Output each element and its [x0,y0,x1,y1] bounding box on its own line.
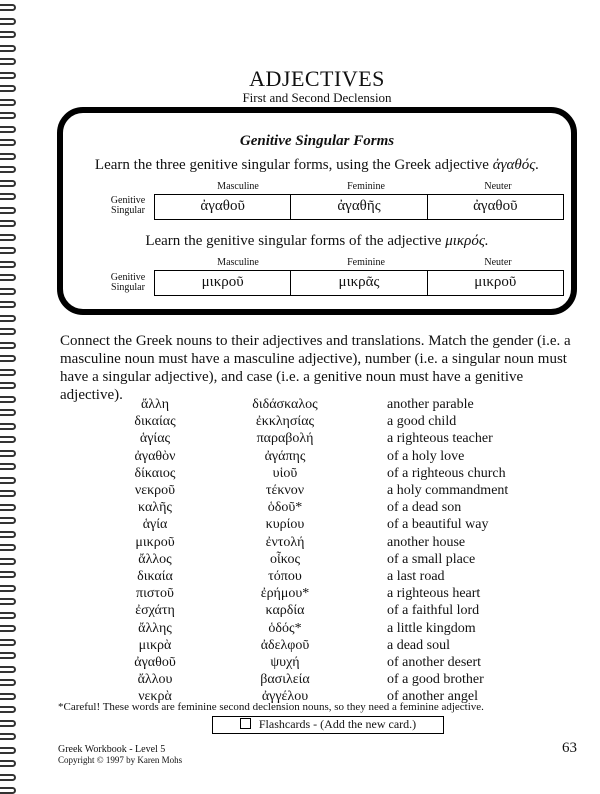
translation-cell: of a righteous church [387,465,506,481]
mikros-feminine: μικρᾶς [290,271,426,295]
noun-cell: ἐρήμου* [260,586,310,602]
mikros-table [154,270,564,296]
spiral-coil [0,112,16,119]
translation-cell: another house [387,534,466,550]
agathos-masculine: ἀγαθοῦ [200,198,245,214]
translation-cell: a righteous teacher [387,431,493,447]
noun-cell: βασιλεία [260,672,310,688]
row-label-1 [103,196,153,216]
header-masculine-2: Masculine [217,257,259,268]
agathos-table [154,194,564,220]
list-item [0,586,600,603]
list-item [0,552,600,569]
spiral-coil [0,153,16,160]
list-item [0,655,600,672]
translation-cell: another parable [387,397,474,412]
instruction-agathos-text: Learn the three genitive singular forms, using the Greek adjective [94,157,493,173]
noun-cell: ἀγάπης [264,448,306,464]
translation-cell: a righteous heart [387,586,481,602]
list-item [0,621,600,638]
mikros-neuter: μικροῦ [427,271,563,295]
translation-cell: of a faithful lord [387,603,480,619]
spiral-coil [0,369,16,376]
header-neuter-2: Neuter [484,257,512,268]
spiral-coil [0,747,16,754]
checkbox-icon[interactable] [240,718,251,729]
instruction-mikros-text: Learn the genitive singular forms of the adjective [145,233,446,249]
adjective-cell: μικροῦ [135,534,175,550]
adjective-cell: πιστοῦ [136,586,174,602]
translation-cell: of a good brother [387,672,484,688]
spiral-coil [0,288,16,295]
list-item [0,414,600,431]
adjective-cell: καλῆς [138,500,172,516]
list-item [0,397,600,414]
noun-cell: ἀγγέλου [261,689,309,705]
adjective-cell: νεκροῦ [134,483,176,498]
translation-cell: a holy commandment [387,483,509,498]
translation-cell: a little kingdom [387,620,476,636]
spiral-coil [0,274,16,281]
adjective-cell: ἄλλου [137,672,173,688]
translation-cell: a last road [387,569,445,584]
noun-cell: ψυχή [270,655,300,670]
page-number: 63 [562,740,577,756]
page-title: ADJECTIVES [249,66,385,91]
spiral-coil [0,342,16,349]
translation-cell: of a small place [387,551,476,567]
adjective-cell: δικαίας [134,414,176,430]
noun-cell: οἶκος [269,551,301,567]
spiral-coil [0,58,16,65]
adjective-cell: νεκρὰ [138,689,172,705]
list-item [0,449,600,466]
agathos-neuter: ἀγαθοῦ [427,195,563,219]
list-item [0,483,600,500]
spiral-coil [0,787,16,794]
adjective-cell: ἀγαθοῦ [134,655,176,670]
spiral-coil [0,355,16,362]
flashcards-box [212,716,444,734]
list-item [0,431,600,448]
noun-cell: διδάσκαλος [252,397,318,412]
spiral-coil [0,774,16,781]
translation-cell: of a holy love [387,448,465,464]
spiral-coil [0,18,16,25]
noun-cell: ἐκκλησίας [255,414,315,430]
footer-copyright: Copyright © 1997 by Karen Mohs [58,755,183,765]
spiral-coil [0,220,16,227]
list-item [0,672,600,689]
list-item [0,500,600,517]
footer-book: Greek Workbook - Level 5 [58,744,166,755]
list-item [0,569,600,586]
translation-cell: of another desert [387,655,482,670]
adjective-cell: δίκαιος [134,465,176,481]
instruction-mikros [63,233,571,250]
spiral-coil [0,706,16,713]
adjective-cell: δικαία [137,569,173,584]
noun-cell: ὁδός* [268,620,302,636]
spiral-coil [0,733,16,740]
spiral-coil [0,193,16,200]
translation-cell: a good child [387,414,457,430]
noun-cell: ὁδοῦ* [267,500,303,516]
row-label-2-line2: Singular [111,282,145,293]
spiral-coil [0,247,16,254]
spiral-coil [0,207,16,214]
spiral-coil [0,139,16,146]
spiral-coil [0,126,16,133]
translation-cell: of a dead son [387,500,462,516]
header-neuter-1: Neuter [484,181,512,192]
header-masculine-1: Masculine [217,181,259,192]
spiral-coil [0,382,16,389]
noun-cell: καρδία [265,603,305,619]
translation-cell: a dead soul [387,637,450,653]
spiral-coil [0,760,16,767]
adjective-cell: μικρὰ [138,637,172,653]
agathos-feminine: ἀγαθῆς [290,195,426,219]
adjective-cell: ἁγία [142,517,168,533]
noun-cell: παραβολή [256,431,314,447]
row-label-2 [103,273,153,293]
spiral-coil [0,720,16,727]
mikros-masculine: μικροῦ [201,274,244,290]
noun-cell: υἱοῦ [272,465,298,481]
adjective-cell: ἁγίας [139,431,171,447]
spiral-coil [0,261,16,268]
translation-cell: of a beautiful way [387,517,489,533]
list-item [0,517,600,534]
spiral-coil [0,315,16,322]
header-feminine-1: Feminine [347,181,385,192]
adjective-cell: ἄλλης [138,620,172,636]
list-item [0,638,600,655]
page-subtitle: First and Second Declension [242,90,392,105]
adjective-cell: ἄλλη [140,397,170,412]
instruction-agathos-word: ἀγαθός. [492,157,540,173]
spiral-coil [0,4,16,11]
adjective-cell: ἐσχάτη [135,603,175,619]
noun-cell: ἐντολή [265,534,305,550]
flashcards-label: Flashcards - (Add the new card.) [258,717,417,731]
spiral-coil [0,328,16,335]
instruction-mikros-word: μικρός. [445,233,489,249]
noun-cell: ἀδελφοῦ [260,637,310,653]
row-label-1-line1: Genitive [110,195,146,206]
list-item [0,466,600,483]
adjective-cell: ἄλλος [138,551,172,567]
instruction-agathos [63,157,571,174]
spiral-coil [0,234,16,241]
translation-cell: of another angel [387,689,478,705]
noun-cell: κυρίου [265,517,305,533]
matching-instructions: Connect the Greek nouns to their adjectives and translations. Match the gender (i.e. a masculine noun must have a masculine adjective), number (i.e. a singular noun must have a singular adjective), and case (i.e. a genitive noun must have a genitive adjective). [60,333,571,403]
spiral-coil [0,301,16,308]
genitive-forms-box [57,107,577,315]
header-feminine-2: Feminine [347,257,385,268]
noun-cell: τόπου [268,569,302,584]
spiral-coil [0,31,16,38]
list-item [0,535,600,552]
footnote: *Careful! These words are feminine second declension nouns, so they need a feminine adjective. [58,701,484,713]
row-label-1-line2: Singular [111,205,145,216]
list-item [0,603,600,620]
noun-cell: τέκνον [265,483,305,498]
adjective-cell: ἀγαθὸν [134,448,176,464]
spiral-coil [0,45,16,52]
box-heading: Genitive Singular Forms [239,133,395,149]
spiral-coil [0,166,16,173]
row-label-2-line1: Genitive [110,272,146,283]
spiral-coil [0,180,16,187]
